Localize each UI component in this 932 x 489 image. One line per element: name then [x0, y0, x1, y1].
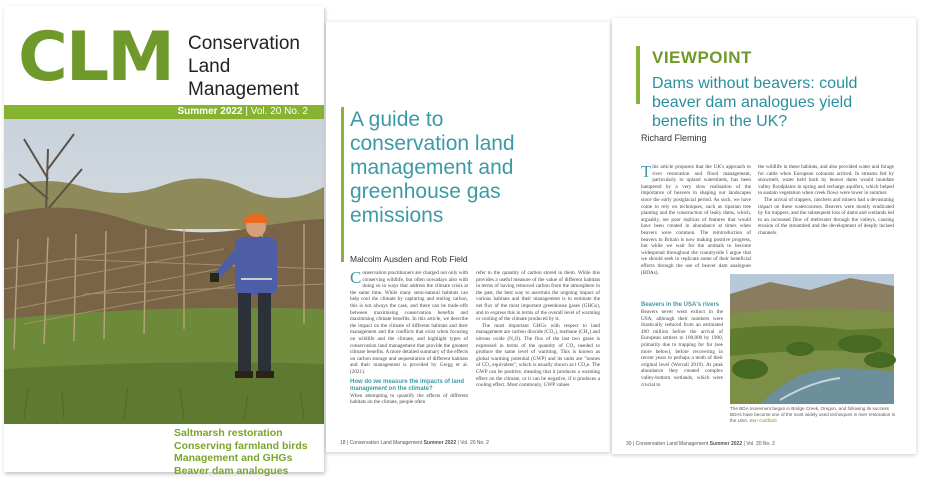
article-title-line: emissions — [350, 204, 444, 227]
article-column-2 — [476, 270, 600, 438]
article-title-line: management and — [350, 156, 514, 179]
folio-magazine: Conservation Land Management — [349, 440, 423, 446]
folio-divider: | — [632, 441, 636, 447]
cover-topic: Conserving farmland birds — [174, 439, 308, 452]
cover-topics — [174, 427, 308, 477]
cover-title-line: Land — [188, 56, 231, 77]
article-title-line: A guide to — [350, 108, 444, 131]
article-column-1 — [350, 270, 468, 438]
article-column-1 — [641, 162, 751, 276]
article-authors: Malcolm Ausden and Rob Field — [350, 254, 468, 264]
body-text: When attempting to quantify the effects of different habitats on the climate, people often — [350, 392, 468, 406]
article-column-2 — [758, 164, 894, 268]
issue-band — [4, 105, 324, 119]
issue-volume: Vol. 20 No. 2 — [250, 106, 308, 117]
cover-title — [188, 32, 300, 101]
article-page-viewpoint — [612, 18, 916, 454]
cover-title-line: Management — [188, 79, 299, 100]
article-author: Richard Fleming — [641, 133, 707, 143]
title-accent-bar — [636, 46, 640, 104]
cover-topic: Management and GHGs — [174, 452, 293, 464]
cover-title-line: Conservation — [188, 33, 300, 54]
band-divider: | — [245, 106, 251, 117]
article-page-greenhouse-gas — [326, 22, 610, 452]
body-text: Beavers never went extinct in the USA, although their numbers were drastically reduced from an estimated 400 million before the arrival of European settlers to 100,000 by 1900, primarily due to trapping for fur (see more below), before recovering in recent years to perhaps a tenth of their original level (Worrall 2019). At peak abundance they created complex valley-bottom wetlands, which were crucial to — [641, 309, 723, 388]
section-subhead: Beavers in the USA's rivers — [641, 302, 720, 308]
page-folio — [340, 440, 489, 446]
body-text: onservation practitioners are charged not only with conserving wildlife, but often nowadays also with doing so in ways that address the climate crisis at the same time. While many semi-natural habitats can help cool the climate by capturing and storing carbon, this is not always the case, and there can be trade-offs between maximising conservation benefits and maximising climate benefits. In this article, we describe the impact on the climate of different habitats and their management and the conflicts that exist when focusing on wildlife and the climate, and highlight types of conservation land management that provide the greatest climate benefits. A more detailed summary of the effects on carbon storage and sequestration of different habitats and their management is provided by Gregg et al. (2021). — [350, 270, 468, 375]
folio-divider: | — [743, 441, 747, 447]
page-number: 18 — [340, 440, 346, 446]
folio-issue: Summer 2022 — [709, 441, 743, 447]
cover-topic: Beaver dam analogues — [174, 464, 289, 477]
drop-cap: T — [641, 162, 652, 181]
section-subhead: How do we measure the impacts of land management on the climate? — [350, 378, 465, 392]
body-text: The most important GHGs with respect to land management are carbon dioxide (CO₂), methane (CH₄) and nitrous oxide (N₂O). The flux of the last two gases is expressed in terms of the quantity of CO₂ needed to produce the same level of warming. This is known as global warming potential (GWP) and its units are "tonnes of CO₂ equivalent", which is usually shown as t CO₂e. The GWP can be positive, meaning that it produces a warming effect on the climate, or it can be negative, if it produces a cooling effect. Most commonly, GWP values — [476, 322, 600, 389]
body-text: his article proposes that the UK's approach to river restoration and flood management, particularly in upland watersheds, has been hampered by a very slow realisation of the importance of beavers in shaping our landscapes since the early postglacial period. As such, we have come to rely on techniques, such as riparian tree planting and the construction of leaky dams, which, arguably, are poor replicas of features that would have been created in abundance at times when beavers were common. The reintroduction of beavers to Britain is now making positive progress, but while we wait for the animals to become widespread throughout the countryside I argue that we should seek to replicate some of their beneficial effects through the use of beaver dam analogues (BDAs). — [641, 164, 751, 276]
article-title-line: beaver dam analogues yield — [652, 94, 853, 111]
folio-divider: | — [457, 440, 461, 446]
cover-topic: Saltmarsh restoration — [174, 427, 283, 439]
folio-volume: Vol. 20 No. 2 — [460, 440, 489, 446]
drop-cap: C — [350, 268, 362, 287]
photo-caption — [730, 406, 898, 423]
article-title-line: conservation land — [350, 132, 515, 155]
body-text: refer to the quantity of carbon stored in them. While this provides a useful measure of the value of different habitats in terms of having removed carbon from the atmosphere in the past, the best way to ascertain the ongoing impact of various habitats and their management is to estimate the net flux of the most important greenhouse gases (GHGs), and to express this in terms of the overall level of warming or cooling of the climate produced by it. — [476, 270, 600, 323]
caption-text: The BDA movement began in Bridge Creek, Oregon, and following its success BDAs have become one of the most widely used techniques in river restoration in the USA. — [730, 406, 896, 423]
page-folio — [626, 441, 775, 447]
article-title-line: Dams without beavers: could — [652, 75, 858, 92]
river-photo-beaver-dam-analogue — [730, 274, 894, 404]
article-title — [350, 108, 600, 228]
body-text: The arrival of trappers, ranchers and miners had a devastating impact on these watercourses. Beavers were mostly eradicated by fur trappers, and the subsequent loss of dams and wetlands led to an increased flow of meltwater through the valleys, causing erosion of the streambed and the development of deeply incised channels. — [758, 196, 894, 236]
section-label: VIEWPOINT — [652, 48, 752, 67]
caption-credit: Ben Goldfarb — [749, 417, 777, 423]
body-text: the wildlife in these habitats, and also provided water and forage for cattle when European colonists arrived. In streams fed by snowmelt, water held back by beaver dams would inundate valley floodplains in spring and recharge aquifers, which helped to sustain vegetation when creek flows were lower in summer. — [758, 164, 894, 197]
magazine-cover — [4, 6, 324, 477]
article-title — [652, 74, 857, 131]
title-accent-bar — [341, 107, 344, 262]
folio-magazine: Conservation Land Management — [635, 441, 709, 447]
issue-season: Summer 2022 — [177, 106, 243, 117]
cover-photo-hedge-laying — [4, 119, 324, 424]
cover-logo: CLM — [18, 18, 173, 97]
folio-divider: | — [346, 440, 350, 446]
folio-volume: Vol. 20 No. 2 — [746, 441, 775, 447]
article-title-line: benefits in the UK? — [652, 113, 788, 130]
article-title-line: greenhouse gas — [350, 180, 501, 203]
folio-issue: Summer 2022 — [423, 440, 457, 446]
page-number: 30 — [626, 441, 632, 447]
article-column-1-continued — [641, 302, 723, 440]
